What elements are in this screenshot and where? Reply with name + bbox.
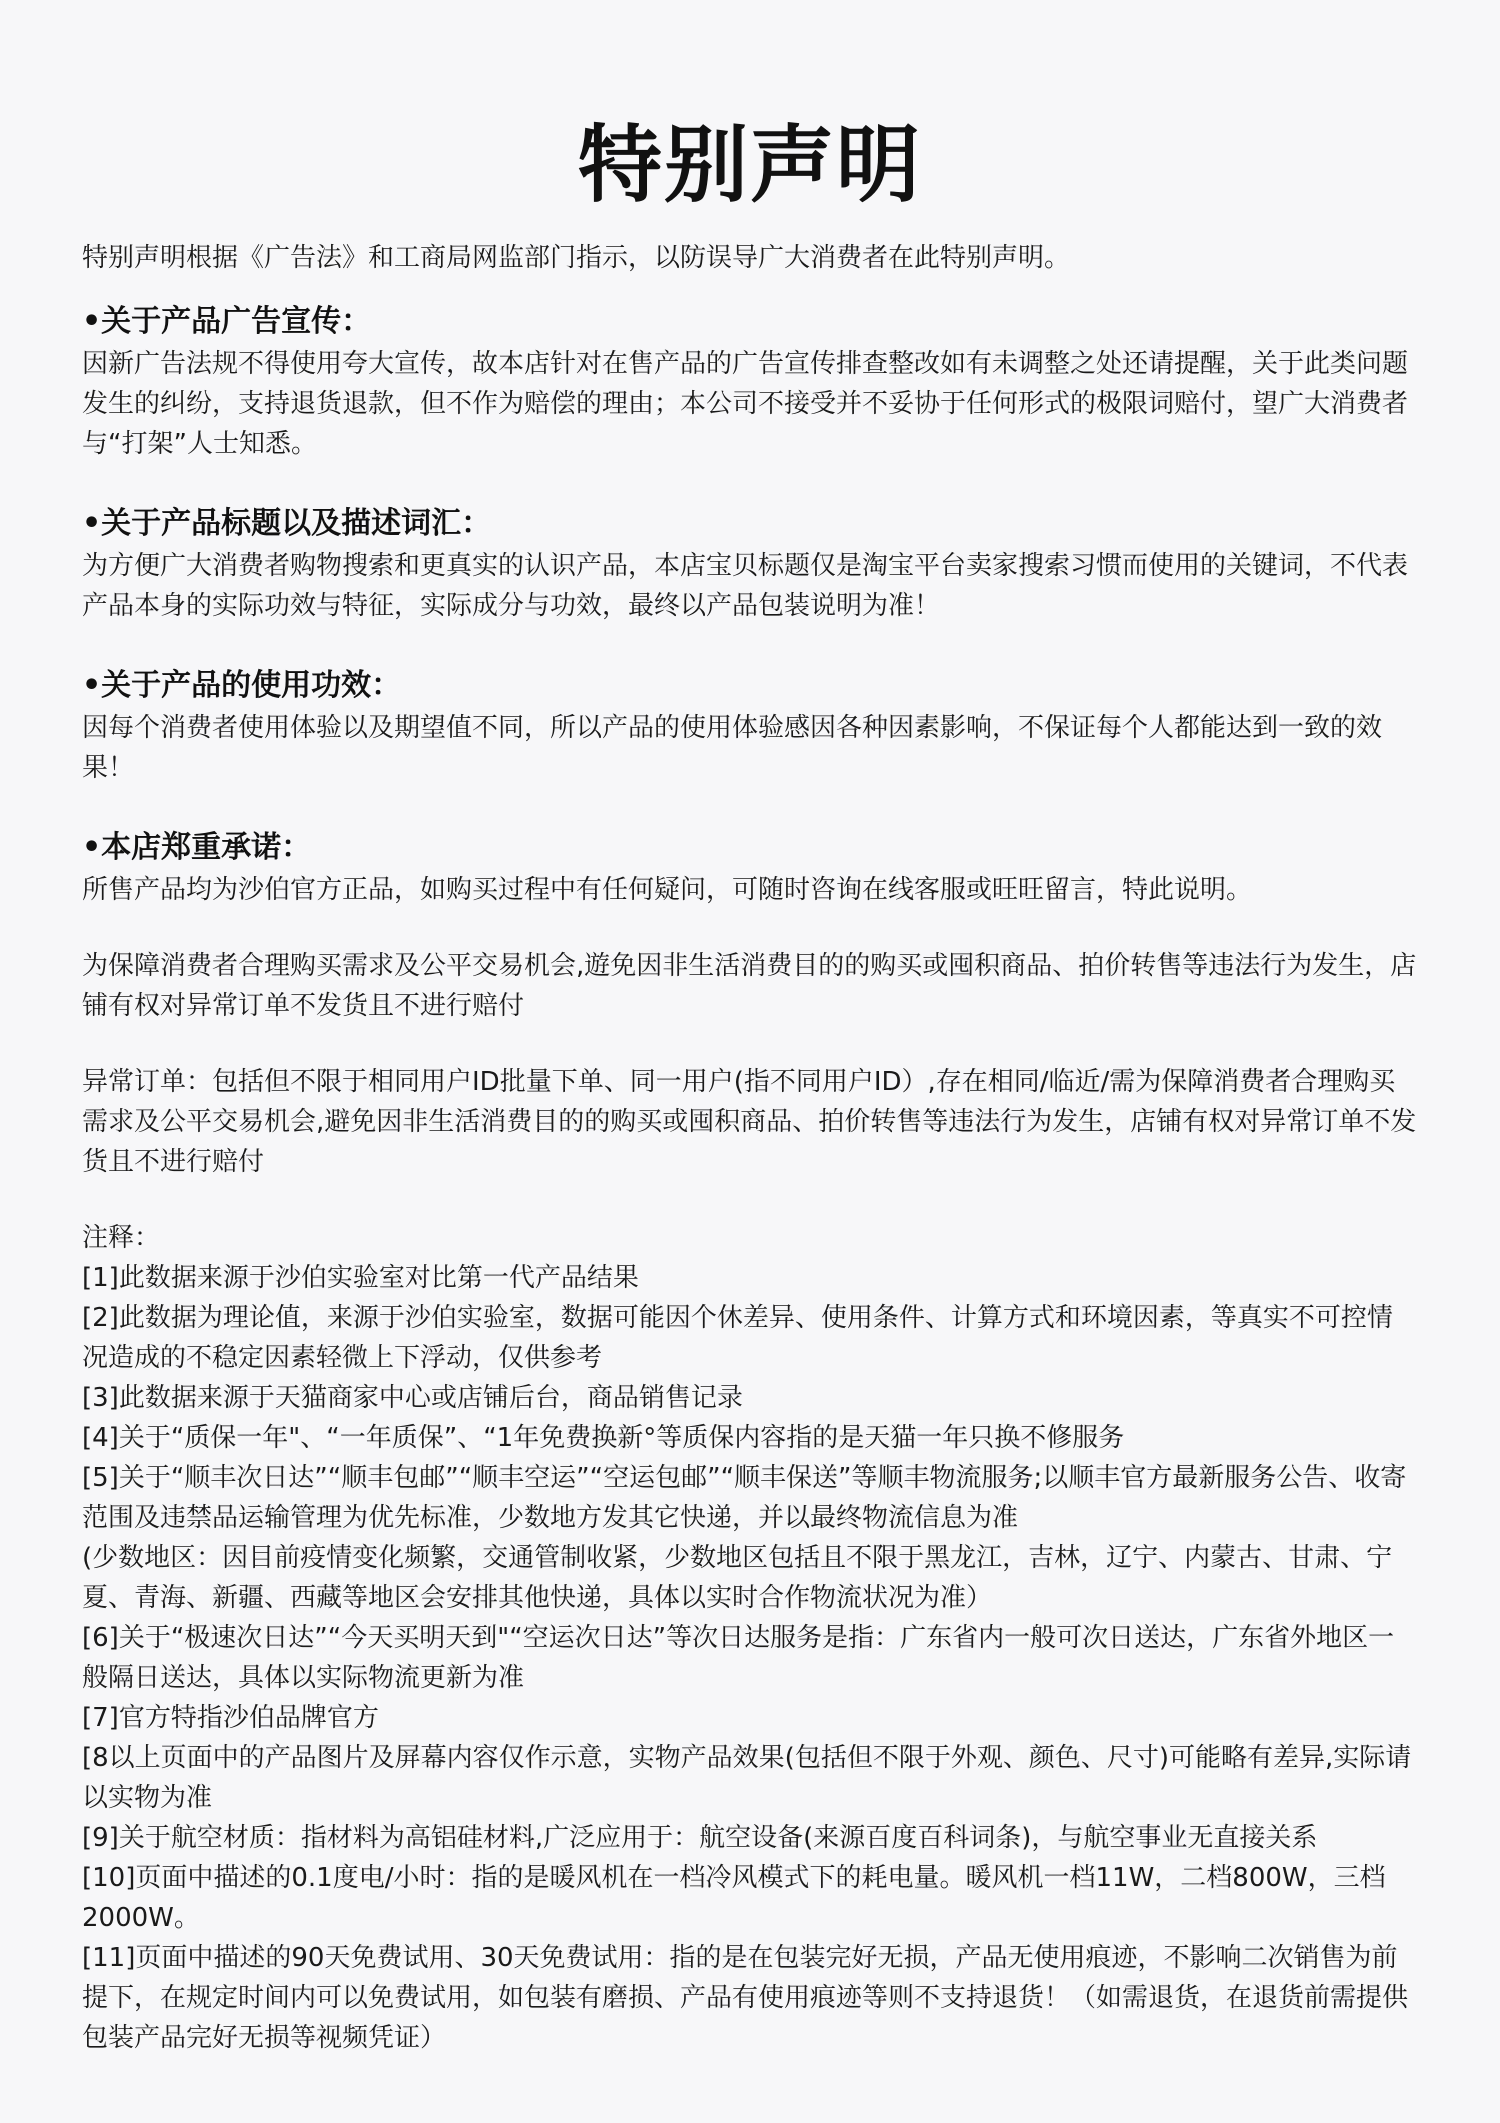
note-item: [8以上页面中的产品图片及屏幕内容仅作示意，实物产品效果(包括但不限于外观、颜色、尺寸)可能略有差异,实际请以实物为准 [82, 1743, 1412, 1813]
note-item: [3]此数据来源于天猫商家中心或店铺后台，商品销售记录 [82, 1383, 743, 1413]
note-item: [10]页面中描述的0.1度电/小时：指的是暖风机在一档冷风模式下的耗电量。暖风机一档11W，二档800W，三档2000W。 [82, 1863, 1386, 1933]
note-item: [11]页面中描述的90天免费试用、30天免费试用：指的是在包装完好无损，产品无使用痕迹，不影响二次销售为前提下，在规定时间内可以免费试用，如包装有磨损、产品有使用痕迹等则不支持退货！（如需退货，在退货前需提供包装产品完好无损等视频凭证） [82, 1943, 1409, 2053]
section-heading: •关于产品广告宣传： [82, 304, 372, 339]
purchase-policy-text: 为保障消费者合理购买需求及公平交易机会,遊免因非生活消费目的的购买或囤积商品、拍价转售等违法行为发生，店铺有权对异常订单不发货且不进行赔付 [82, 951, 1417, 1021]
section-text: 为方便广大消费者购物搜索和更真实的认识产品，本店宝贝标题仅是淘宝平台卖家搜索习惯而使用的关键词，不代表产品本身的实际功效与特征，实际成分与功效，最终以产品包装说明为准！ [82, 551, 1409, 621]
note-item: [6]关于“极速次日达”“今天买明天到"“空运次日达”等次日达服务是指：广东省内一般可次日送达，广东省外地区一般隔日送达，具体以实际物流更新为准 [82, 1623, 1395, 1693]
note-item: (少数地区：因目前疫情变化频繁，交通管制收紧，少数地区包括且不限于黑龙江，吉林，辽宁、内蒙古、甘肃、宁夏、青海、新疆、西藏等地区会安排其他快递，具体以实时合作物流状况为准） [82, 1543, 1393, 1613]
section-heading: •关于产品标题以及描述词汇： [82, 506, 492, 541]
note-item: [7]官方特指沙伯品牌官方 [82, 1703, 379, 1733]
note-item: [2]此数据为理论值，来源于沙伯实验室，数据可能因个休差异、使用条件、计算方式和环境因素，等真实不可控情况造成的不稳定因素轻微上下浮动，仅供参考 [82, 1303, 1393, 1373]
note-item: [9]关于航空材质：指材料为高铝硅材料,广泛应用于：航空设备(来源百度百科词条)，与航空事业无直接关系 [82, 1823, 1318, 1853]
section-text: 因新广告法规不得使用夸大宣传，故本店针对在售产品的广告宣传排查整改如有未调整之处还请提醒，关于此类问题发生的纠纷，支持退货退款，但不作为赔偿的理由；本公司不接受并不妥协于任何形式的极限词赔付，望广大消费者与“打架”人士知悉。 [82, 349, 1409, 459]
section-heading: •本店郑重承诺： [82, 830, 312, 865]
section-text: 所售产品均为沙伯官方正品，如购买过程中有任何疑问，可随时咨询在线客服或旺旺留言，特此说明。 [82, 875, 1253, 905]
section-advertising [82, 300, 1418, 464]
section-title-description [82, 502, 1418, 626]
section-promise [82, 826, 1418, 910]
section-effect [82, 664, 1418, 788]
section-heading: •关于产品的使用功效： [82, 668, 402, 703]
note-item: [1]此数据来源于沙伯实验室对比第一代产品结果 [82, 1263, 639, 1293]
section-text: 因每个消费者使用体验以及期望值不同，所以产品的使用体验感因各种因素影响，不保证每个人都能达到一致的效果！ [82, 713, 1383, 783]
notes-label: 注释： [82, 1223, 161, 1253]
abnormal-order-text: 异常订单：包括但不限于相同用户ID批量下单、同一用户(指不同用户ID）,存在相同/临近/需为保障消费者合理购买需求及公平交易机会,避免因非生活消费目的的购买或囤积商品、拍价转售等违法行为发生，店铺有权对异常订单不发货且不进行赔付 [82, 1067, 1417, 1177]
notes-section [82, 1218, 1418, 2058]
page-title: 特别声明 [577, 116, 922, 214]
note-item: [4]关于“质保一年"、“一年质保”、“1年免费换新°等质保内容指的是天猫一年只换不修服务 [82, 1423, 1125, 1453]
intro-text: 特别声明根据《广告法》和工商局网监部门指示，以防误导广大消费者在此特别声明。 [82, 243, 1071, 273]
note-item: [5]关于“顺丰次日达”“顺丰包邮”“顺丰空运”“空运包邮”“顺丰保送”等顺丰物流服务;以顺丰官方最新服务公告、收寄范围及违禁品运输管理为优先标准，少数地方发其它快递，并以最终物流信息为准 [82, 1463, 1407, 1533]
